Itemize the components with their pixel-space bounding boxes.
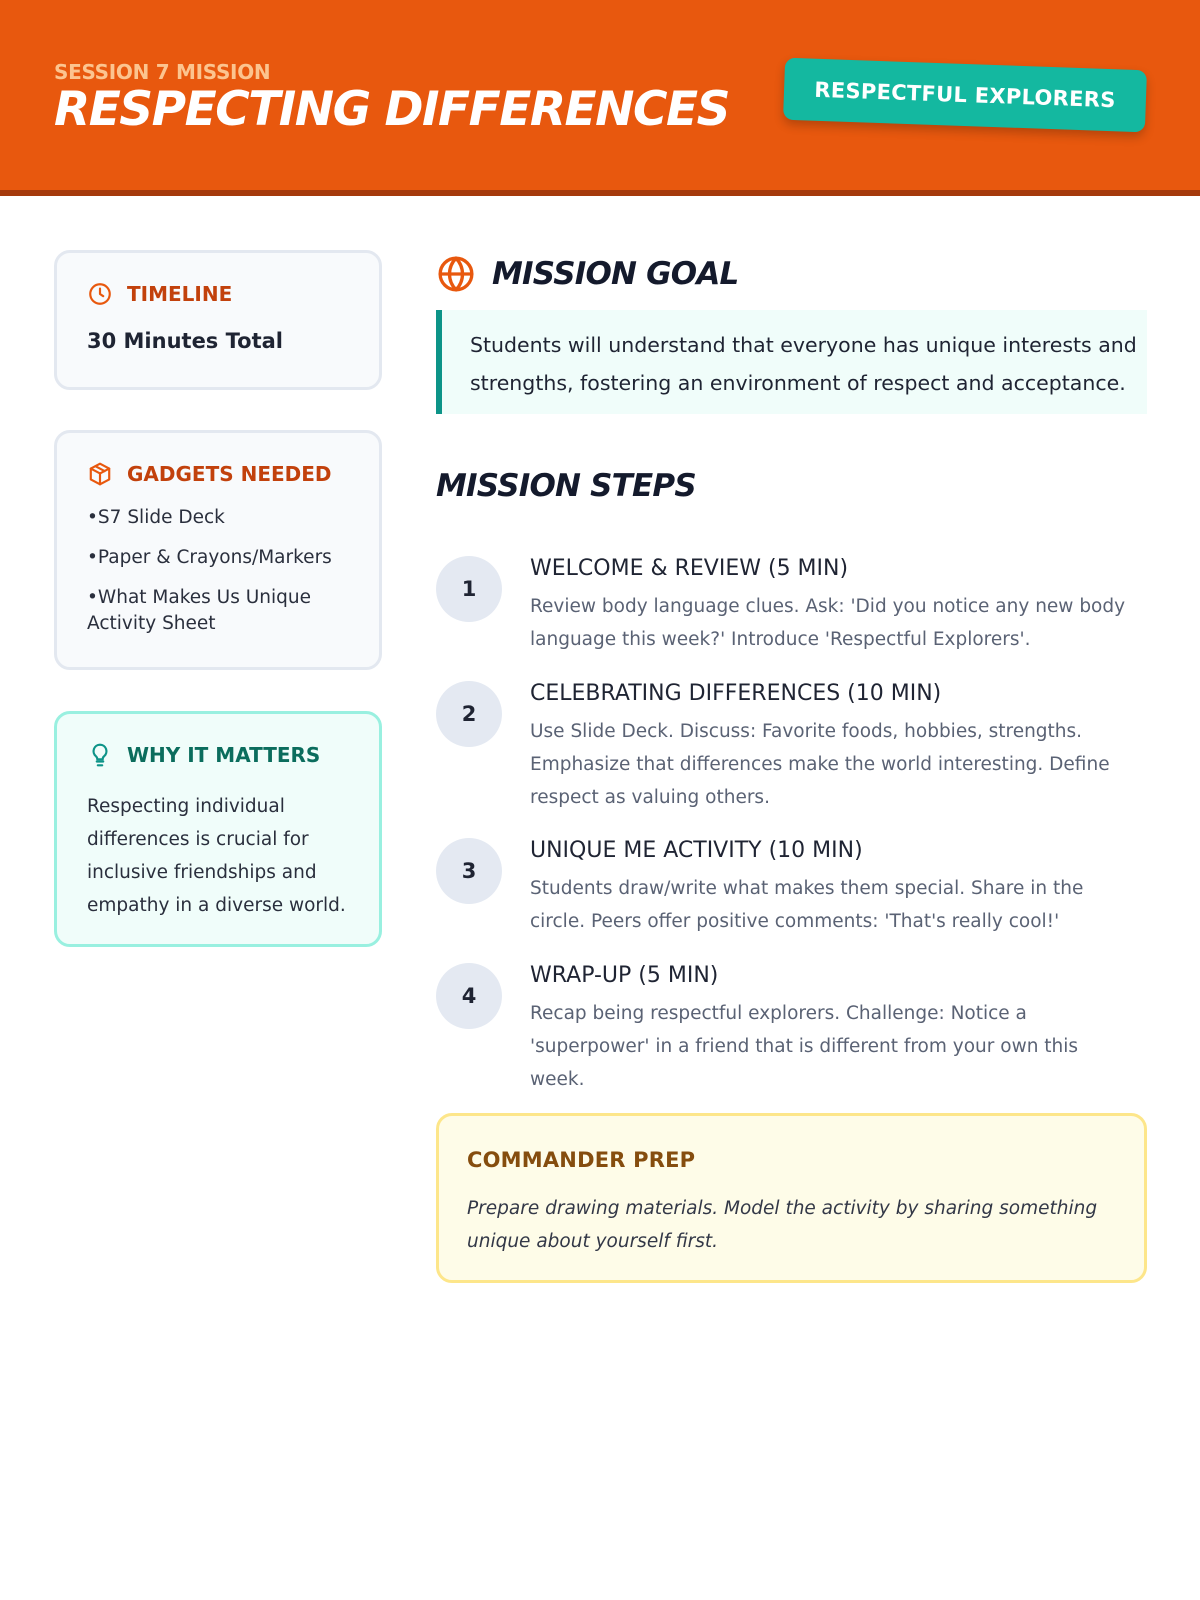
commander-prep-card	[436, 1113, 1147, 1283]
gadget-list	[87, 505, 367, 651]
page-title: RESPECTING DIFFERENCES	[54, 82, 729, 137]
header-banner	[0, 0, 1200, 196]
prep-title: COMMANDER PREP	[467, 1148, 696, 1172]
why-text: Respecting individual differences is crucial for inclusive friendships and empathy in a diverse world.	[87, 796, 346, 916]
step-description: Review body language clues. Ask: 'Did you notice any new body language this week?' Introduce 'Respectful Explorers'.	[530, 596, 1126, 650]
gadgets-title: GADGETS NEEDED	[127, 462, 332, 486]
list-item: • What Makes Us Unique Activity Sheet	[87, 585, 367, 637]
why-heading	[87, 742, 320, 768]
timeline-heading	[87, 281, 232, 307]
step-description: Students draw/write what makes them special. Share in the circle. Peers offer positive comments: 'That's really cool!'	[530, 878, 1084, 932]
step-title: CELEBRATING DIFFERENCES (10 MIN)	[530, 681, 942, 706]
gadgets-heading	[87, 461, 332, 487]
lightbulb-icon	[87, 742, 113, 768]
mission-goal-heading	[436, 254, 739, 294]
step-title: WELCOME & REVIEW (5 MIN)	[530, 556, 849, 581]
theme-badge: RESPECTFUL EXPLORERS	[783, 58, 1147, 133]
step-number: 1	[436, 556, 502, 622]
why-title: WHY IT MATTERS	[127, 743, 321, 767]
list-item: • S7 Slide Deck	[87, 505, 367, 531]
timeline-value: 30 Minutes Total	[87, 329, 283, 353]
list-item: • Paper & Crayons/Markers	[87, 545, 367, 571]
step-number: 4	[436, 963, 502, 1029]
step-number: 3	[436, 838, 502, 904]
box-icon	[87, 461, 113, 487]
mission-steps-heading: MISSION STEPS	[436, 468, 696, 504]
timeline-card	[54, 250, 382, 390]
globe-icon	[436, 254, 476, 294]
step-number: 2	[436, 681, 502, 747]
step-description: Recap being respectful explorers. Challenge: Notice a 'superpower' in a friend that is different from your own this week.	[530, 1003, 1079, 1090]
mission-goal-title: MISSION GOAL	[492, 256, 739, 292]
clock-icon	[87, 281, 113, 307]
gadgets-card	[54, 430, 382, 670]
session-label: SESSION 7 MISSION	[54, 60, 271, 84]
mission-goal-text: Students will understand that everyone has unique interests and strengths, fostering an environment of respect and acceptance.	[436, 310, 1147, 414]
why-it-matters-card	[54, 711, 382, 947]
timeline-title: TIMELINE	[127, 282, 233, 306]
step-title: WRAP-UP (5 MIN)	[530, 963, 719, 988]
prep-text: Prepare drawing materials. Model the activity by sharing something unique about yourself first.	[467, 1198, 1098, 1252]
step-title: UNIQUE ME ACTIVITY (10 MIN)	[530, 838, 863, 863]
step-description: Use Slide Deck. Discuss: Favorite foods, hobbies, strengths. Emphasize that differences make the world interesting. Define respect as valuing others.	[530, 721, 1110, 808]
